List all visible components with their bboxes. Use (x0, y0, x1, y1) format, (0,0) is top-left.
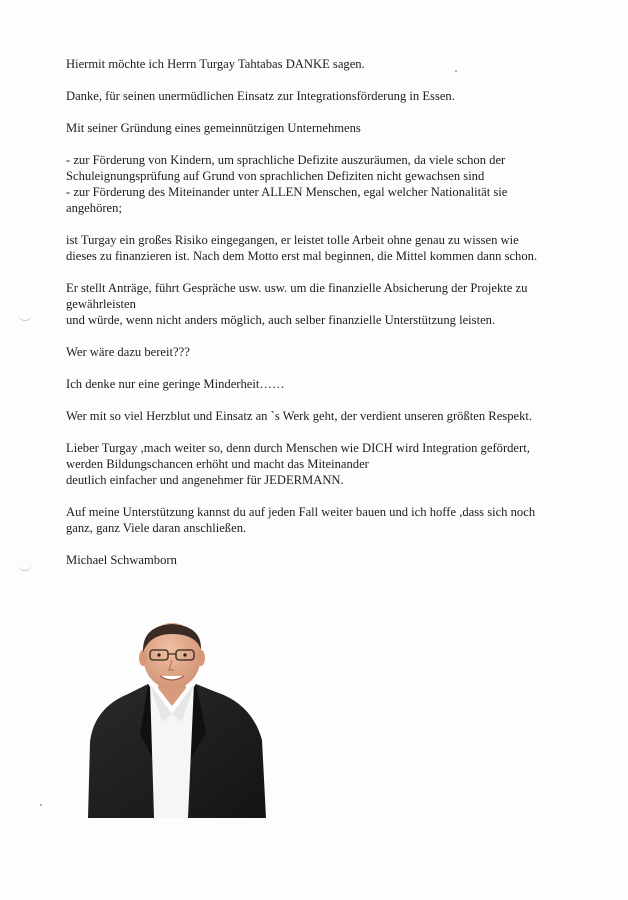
letter-greeting: Hiermit möchte ich Herrn Turgay Tahtabas DANKE sagen. (66, 57, 365, 71)
eye (157, 653, 160, 656)
letter-line: ist Turgay ein großes Risiko eingegangen, er leistet tolle Arbeit ohne genau zu wissen wie (66, 233, 519, 247)
letter-paragraph: Ich denke nur eine geringe Minderheit…… (66, 377, 285, 391)
letter-line: gewährleisten (66, 297, 136, 311)
letter-line: Lieber Turgay ,mach weiter so, denn durch Menschen wie DICH wird Integration gefördert, (66, 441, 530, 455)
letter-line: ganz, ganz Viele daran anschließen. (66, 521, 247, 535)
letter-line: Auf meine Unterstützung kannst du auf jeden Fall weiter bauen und ich hoffe ,dass sich noch (66, 505, 536, 519)
ear (139, 650, 147, 666)
letter-paragraph: Mit seiner Gründung eines gemeinnützigen Unternehmens (66, 121, 361, 135)
letter-paragraph (66, 440, 566, 488)
letter-line: Er stellt Anträge, führt Gespräche usw. usw. um die finanzielle Absicherung der Projekte zu (66, 281, 528, 295)
letter-paragraph: Danke, für seinen unermüdlichen Einsatz zur Integrationsförderung in Essen. (66, 89, 455, 103)
letter-line: - zur Förderung des Miteinander unter ALLEN Menschen, egal welcher Nationalität sie (66, 185, 508, 199)
letter-paragraph (66, 504, 566, 536)
eye (183, 653, 186, 656)
letter-paragraph (66, 280, 566, 328)
ear (197, 650, 205, 666)
letter-list (66, 152, 566, 216)
letter-line: - zur Förderung von Kindern, um sprachliche Defizite auszuräumen, da viele schon der (66, 153, 506, 167)
letter-line: dieses zu finanzieren ist. Nach dem Motto erst mal beginnen, die Mittel kommen dann schon. (66, 249, 538, 263)
punch-hole-mark (18, 312, 32, 321)
portrait-photo (80, 622, 270, 818)
letter-paragraph: Wer mit so viel Herzblut und Einsatz an `s Werk geht, der verdient unseren größten Respekt. (66, 409, 533, 423)
punch-hole-mark (18, 562, 32, 571)
letter-body (66, 56, 566, 568)
letter-line: deutlich einfacher und angenehmer für JEDERMANN. (66, 473, 344, 487)
letter-line: angehören; (66, 201, 122, 215)
letter-line: werden Bildungschancen erhöht und macht das Miteinander (66, 457, 369, 471)
letter-signature: Michael Schwamborn (66, 553, 177, 567)
scan-speck (40, 804, 42, 806)
letter-line: Schuleignungsprüfung auf Grund von sprachlichen Defiziten nicht gewachsen sind (66, 169, 485, 183)
letter-line: und würde, wenn nicht anders möglich, auch selber finanzielle Unterstützung leisten. (66, 313, 496, 327)
letter-paragraph: Wer wäre dazu bereit??? (66, 345, 190, 359)
letter-paragraph (66, 232, 566, 264)
